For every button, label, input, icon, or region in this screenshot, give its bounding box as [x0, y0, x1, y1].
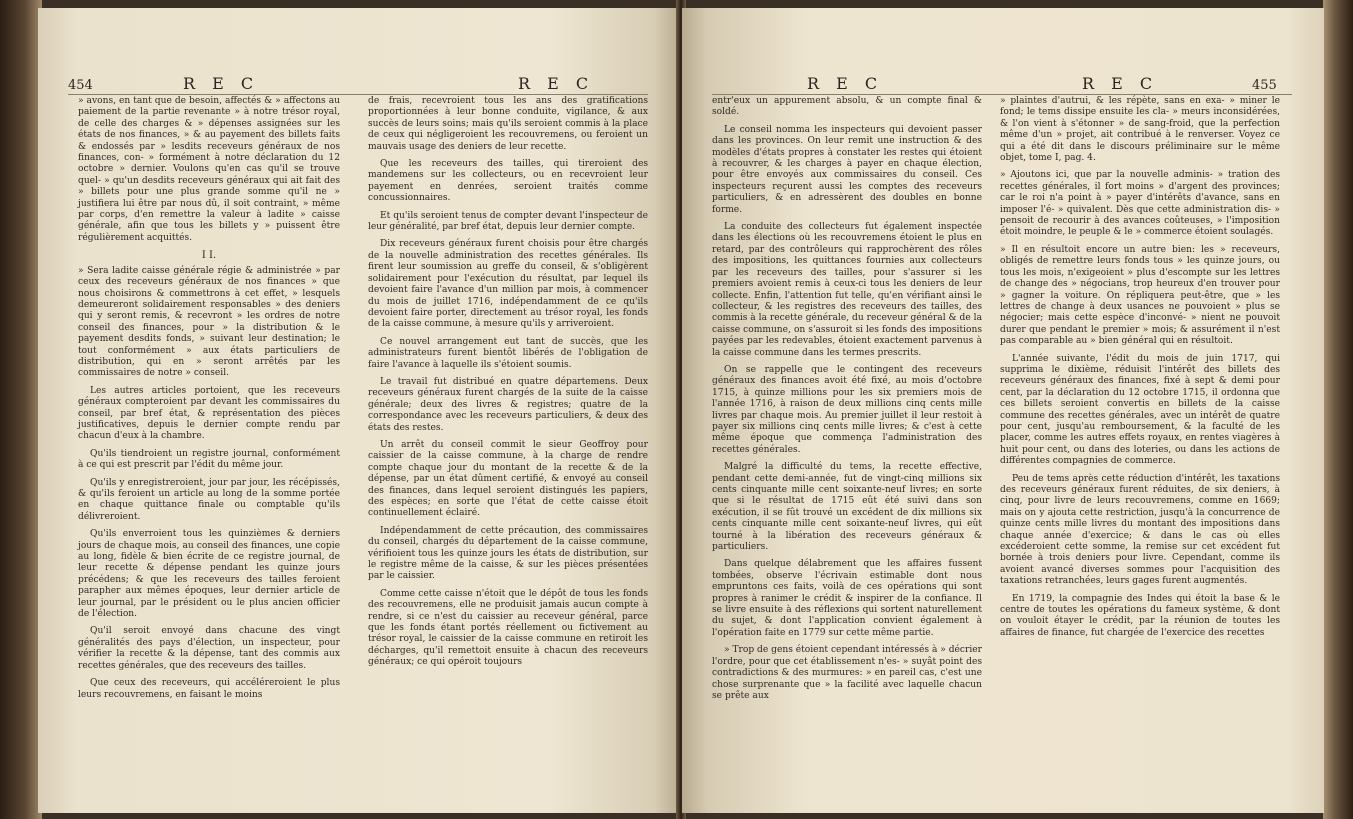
paragraph: Un arrêt du conseil commit le sieur Geoffroy pour caissier de la caisse commune, à la charge de rendre compte chaque jour du montant de la recette & de la dépense, par un état dûment certifié, & envoyé au conseil des finances, dans lequel seroient distingués les papiers, des espèces; en sorte que l'état de cette caisse étoit continuellement éclairé. — [368, 439, 648, 519]
paragraph: Malgré la difficulté du tems, la recette effective, pendant cette demi-année, fut de vingt-cinq millions six cents cinquante mille cent soixante-neuf livres; en sorte que si le résultat de 1715 eût été suivi dans son exécution, il se fût trouvé un excédent de dix millions six cents cinquante mille cent soixante-neuf livres, qui eût tourné à la libération des receveurs généraux & particuliers. — [712, 462, 982, 553]
book-edge-right — [1323, 0, 1353, 819]
paragraph: Indépendamment de cette précaution, des commissaires du conseil, chargés du département de la caisse commune, vérifioient tous les quinze jours les états de distribution, sur le registre même de la caisse, & sur les pièces présentées par le caissier. — [368, 525, 648, 582]
page-number: 454 — [68, 78, 93, 93]
paragraph: Ce nouvel arrangement eut tant de succès, que les administrateurs furent bientôt libérés de l'obligation de faire l'avance à laquelle ils s'étoient soumis. — [368, 336, 648, 370]
paragraph: » Sera ladite caisse générale régie & administrée » par ceux des receveurs généraux de nos finances » que nous choisirons & commettrons à cet effet, » lesquels demeureront solidairement responsables » des deniers qui y seront remis, & recevront » les ordres de notre conseil des finances, pour » la distribution & le payement desdits fonds, » suivant leur destination; le tout conformément » aux états particuliers de distribution, qui en » seront arrêtés par les commissaires de notre » conseil. — [78, 265, 340, 379]
header-rule — [68, 94, 648, 95]
paragraph: Qu'ils tiendroient un registre journal, conformément à ce qui est prescrit par l'édit du même jour. — [78, 448, 340, 471]
text-column-2 — [1000, 96, 1280, 645]
paragraph: Dans quelque délabrement que les affaires fussent tombées, observe l'écrivain estimable dont nous empruntons ces faits, voilà de ces opérations qui sont propres à ranimer le crédit & inspirer de la confiance. Il se livre ensuite à des réflexions qui sortent naturellement du sujet, & dont l'application convient également à l'opération faite en 1779 sur cette même partie. — [712, 559, 982, 638]
paragraph: entr'eux un appurement absolu, & un compte final & soldé. — [712, 96, 982, 118]
running-header-left: R E C — [807, 74, 884, 93]
paragraph: » Ajoutons ici, que par la nouvelle adminis- » tration des recettes générales, il fort moins » d'argent des provinces; car le roi n'a point à » payer d'intérêts d'avance, sans en imposer l'é- » quivalent. Dès que cette administration dis- » pensoit de recourir à des avances coûteuses, » l'imposition étoit moindre, le peuple & le » commerce étoient soulagés. — [1000, 170, 1280, 238]
running-header-left: R E C — [183, 74, 260, 93]
paragraph: On se rappelle que le contingent des receveurs généraux des finances avoit été fixé, au mois d'octobre 1715, à quinze millions pour les six premiers mois de l'année 1716, à raison de deux millions cinq cents mille livres par chaque mois. Au premier juillet il leur restoit à payer six millions cinq cents mille livres; & c'est à cette même époque que commença l'administration des recettes générales. — [712, 364, 982, 455]
paragraph: En 1719, la compagnie des Indes qui étoit la base & le centre de toutes les opérations du fameux système, & dont on vouloit étayer le crédit, par la réunion de toutes les affaires de finance, fut chargée de l'exercice des recettes — [1000, 593, 1280, 638]
paragraph: » plaintes d'autrui, & les répète, sans en exa- » miner le fond; le tems dissipe ensuite les cla- » meurs inconsidérées, & l'on vient à s'étonner » de sang-froid, que la perfection même d'un » projet, ait contribué à le renverser. Voyez ce qui a été dit dans le discours préliminaire sur le même objet, tome I, pag. 4. — [1000, 96, 1280, 164]
paragraph: Comme cette caisse n'étoit que le dépôt de tous les fonds des recouvremens, elle ne produisit jamais aucun compte à rendre, si ce n'est du caissier au receveur général, parce que les fonds étant portés réellement ou fictivement au trésor royal, le caissier de la caisse commune en retiroit les décharges, qu'il remettoit ensuite à chacun des receveurs généraux; ce qui opéroit toujours — [368, 588, 648, 668]
running-header-right: R E C — [1082, 74, 1159, 93]
paragraph: Et qu'ils seroient tenus de compter devant l'inspecteur de leur généralité, par bref état, depuis leur dernier compte. — [368, 210, 648, 233]
paragraph: » avons, en tant que de besoin, affectés & » affectons au paiement de la partie revenante » à notre trésor royal, de celle des charges & » dépenses assignées sur les états de nos finances, » & au payement des billets faits & endossés par » lesdits receveurs généraux de nos finances, con- » formément à notre déclaration du 12 octobre » dernier. Voulons qu'en cas qu'il se trouve quel- » qu'un desdits receveurs généraux qui ait fait des » billets pour une plus grande somme qu'il ne » justifiera lui être par nous dû, il soit contraint, » même par corps, d'en remettre la valeur à ladite » caisse générale, afin que tous les billets y » puissent être régulièrement acquittés. — [78, 96, 340, 243]
paragraph: Le travail fut distribué en quatre départemens. Deux receveurs généraux furent chargés de la suite de la caisse générale; deux des livres & registres; quatre de la correspondance avec les receveurs particuliers, & deux des états des restes. — [368, 376, 648, 433]
paragraph: » Il en résultoit encore un autre bien: les » receveurs, obligés de remettre leurs fonds tous » les quinze jours, ou tous les mois, n'exigeoient » plus d'escompte sur les lettres de change des » négocians, trop heureux d'en trouver pour » gagner la voiture. On répliquera peut-être, que » les lettres de change à deux usances ne pouvoient » plus se négocier; mais cette espèce d'inconvé- » nient ne pouvoit durer que pendant le premier » mois; & assurément il n'est pas comparable au » bien général qui en résultoit. — [1000, 244, 1280, 347]
paragraph: Peu de tems après cette réduction d'intérêt, les taxations des receveurs généraux furent réduites, de six deniers, à cinq, pour livre de leurs recouvremens, comme en 1669; mais on y ajouta cette restriction, jusqu'à la concurrence de quinze cents mille livres du montant des impositions dans chaque année d'exercice; & dans le cas où elles excéderoient cette somme, la remise sur cet excédent fut bornée à trois deniers pour livre. Cependant, comme ils avoient avancé diverses sommes pour l'acquisition des taxations retranchées, leurs gages furent augmentés. — [1000, 473, 1280, 587]
text-column-2 — [368, 96, 648, 675]
paragraph: Qu'il seroit envoyé dans chacune des vingt généralités des pays d'élection, un inspecteur, pour vérifier la recette & la dépense, tant des commis aux recettes générales, que des receveurs des tailles. — [78, 626, 340, 671]
paragraph: Les autres articles portoient, que les receveurs généraux compteroient par devant les commissaires du conseil, par bref état, & représentation des pièces justificatives, depuis le dernier compte rendu par chacun d'eux à la chambre. — [78, 385, 340, 442]
paragraph: Que ceux des receveurs, qui accéléreroient le plus leurs recouvremens, en faisant le moins — [78, 678, 340, 700]
article-heading: I I. — [201, 250, 217, 262]
paragraph: Que les receveurs des tailles, qui tireroient des mandemens sur les collecteurs, ou en recevroient leur payement en denrées, seroient traités comme concussionnaires. — [368, 159, 648, 204]
paragraph: L'année suivante, l'édit du mois de juin 1717, qui supprima le dixième, réduisit l'intérêt des billets des receveurs généraux des finances, fixé à sept & demi pour cent, par la déclaration du 12 octobre 1715, il ordonna que ces billets seroient convertis en billets de la caisse commune des recettes générales, avec un intérêt de quatre pour cent, jusqu'au remboursement, & la faculté de les placer, comme les autres effets royaux, en rentes viagères à huit pour cent, ou dans des loteries, ou dans les actions de différentes compagnies de commerce. — [1000, 353, 1280, 467]
paragraph: Qu'ils enverroient tous les quinzièmes & derniers jours de chaque mois, au conseil des finances, une copie au long, fidèle & bien écrite de ce registre journal, de leur recette & dépense pendant les quinze jours précédens; & que les receveurs des tailles feroient parapher aux mêmes époques, leur dernier article de leur journal, par le président ou le plus ancien officier de l'élection. — [78, 529, 340, 620]
paragraph: Qu'ils y enregistreroient, jour par jour, les récépissés, & qu'ils feroient un article au long de la somme portée en chaque quittance finale ou comptable qu'ils délivreroient. — [78, 477, 340, 522]
running-header-right: R E C — [518, 74, 595, 93]
paragraph: de frais, recevroient tous les ans des gratifications proportionnées à leur bonne conduite, vigilance, & aux succès de leurs soins; mais qu'ils seroient commis à la place de ceux qui négligeroient les recouvremens, ou feroient un mauvais usage des deniers de leur recette. — [368, 96, 648, 152]
paragraph: La conduite des collecteurs fut également inspectée dans les élections où les recouvremens étoient le plus en retard, par des contrôleurs qui rapprochèrent des rôles des impositions, les quittances fournies aux collecteurs par les receveurs des tailles, pour s'assurer si les premiers avoient remis à ceux-ci tous les deniers de leur collecte. Enfin, l'attention fut telle, qu'en vérifiant ainsi le collecteur, & les registres des receveurs des tailles, des commis à la recette générale, du receveur général & de la caisse commune, on s'assuroit si les fonds des impositions payées par les redevables, étoient exactement parvenus à la caisse commune dans les termes prescrits. — [712, 222, 982, 358]
text-column-1 — [78, 96, 340, 707]
paragraph: Dix receveurs généraux furent choisis pour être chargés de la nouvelle administration des recettes générales. Ils firent leur soumission au greffe du conseil, & s'obligèrent solidairement pour l'exécution du résultat, par lequel ils devoient faire l'avance d'un million par mois, à commencer du mois de juillet 1716, indépendamment de ce qu'ils devoient faire porter, directement au trésor royal, les fonds de la caisse commune, à mesure qu'ils y arriveroient. — [368, 239, 648, 330]
text-column-1 — [712, 96, 982, 708]
left-page — [38, 8, 680, 813]
page-number: 455 — [1252, 78, 1277, 93]
paragraph: Le conseil nomma les inspecteurs qui devoient passer dans les provinces. On leur remit une instruction & des modèles d'états propres à constater les restes qui étoient à recouvrer, & les charges à payer en chaque élection, pour être envoyés aux commissaires du conseil. Ces inspecteurs reçurent aussi les comptes des receveurs particuliers, & en adressèrent des doubles en bonne forme. — [712, 124, 982, 215]
paragraph: » Trop de gens étoient cependant intéressés à » décrier l'ordre, pour que cet établissement n'es- » suyât point des contradictions & des murmures: » en pareil cas, c'est une chose surprenante que » la facilité avec laquelle chacun se prête aux — [712, 645, 982, 701]
right-page — [682, 8, 1324, 813]
header-rule — [712, 94, 1292, 95]
book-edge-left — [0, 0, 42, 819]
